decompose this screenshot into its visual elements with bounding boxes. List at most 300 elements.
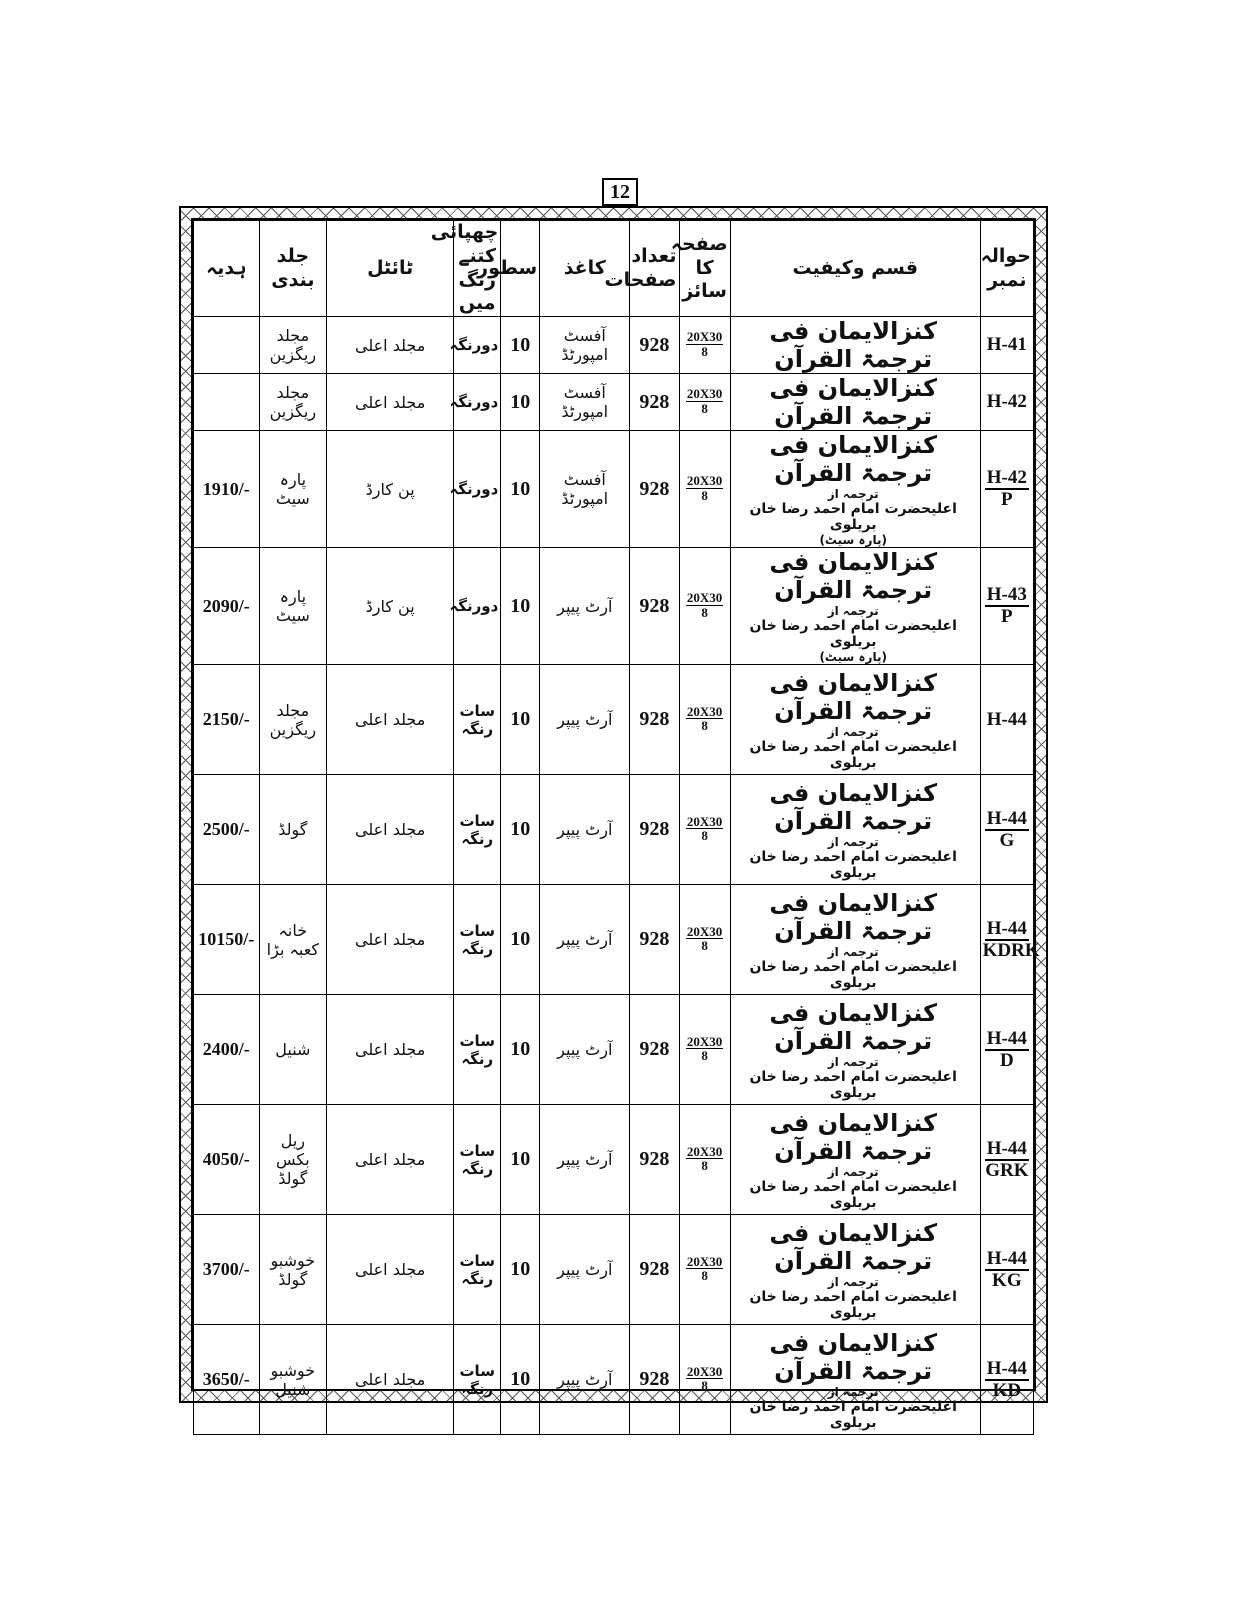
- binding-cell: [259, 1215, 327, 1325]
- ref-number: [983, 1248, 1031, 1291]
- ref-number: [983, 467, 1031, 510]
- binding-value: شنیل: [275, 1040, 311, 1059]
- paper-value: آفسٹ امپورٹڈ: [561, 326, 609, 364]
- size-bottom: 8: [701, 400, 708, 416]
- header-size: صفحہ کا سائز: [679, 221, 730, 317]
- colors-value: دورنگہ: [449, 480, 499, 498]
- paper-value: آفسٹ امپورٹڈ: [561, 383, 609, 421]
- paper-cell: [540, 1105, 630, 1215]
- binding-value: ریل بکس گولڈ: [276, 1131, 310, 1188]
- catalog-table: [193, 220, 1040, 1435]
- description-title: کنزالایمان فی ترجمۃ القرآن: [769, 1328, 938, 1385]
- lines-value: 10: [510, 477, 531, 500]
- size-bottom: 8: [701, 1048, 708, 1064]
- colors-cell: [454, 1325, 501, 1435]
- paper-cell: [540, 317, 630, 374]
- description-note: (پارہ سیٹ): [819, 650, 887, 664]
- size-top: 20X30: [686, 1033, 723, 1049]
- pages-value: 928: [639, 390, 670, 413]
- description-translator-label: ترجمہ از: [827, 944, 879, 959]
- description-title: کنزالایمان فی ترجمۃ القرآن: [769, 317, 938, 373]
- ref-bottom: KD: [992, 1379, 1022, 1401]
- lines-value: 10: [510, 818, 531, 840]
- table-row-10: [194, 1215, 1034, 1325]
- table-row-3: [194, 431, 1034, 548]
- pages-value: 928: [639, 1148, 670, 1170]
- title-value: مجلد اعلی: [355, 1370, 426, 1389]
- pages-value: 928: [639, 928, 670, 950]
- description-author: اعلیحضرت امام احمد رضا خان بریلوی: [749, 1178, 957, 1211]
- price-cell: [194, 775, 260, 885]
- description-translator-label: ترجمہ از: [827, 1054, 879, 1069]
- lines-cell: [501, 548, 540, 665]
- paper-value: آرٹ پیپر: [557, 820, 613, 839]
- price-cell: [194, 1215, 260, 1325]
- paper-value: آرٹ پیپر: [557, 596, 613, 616]
- title-cell: [327, 885, 454, 995]
- ref-top: H-44: [986, 917, 1027, 939]
- colors-value: دورنگہ: [449, 336, 499, 354]
- size-cell: [679, 995, 730, 1105]
- description-author: اعلیحضرت امام احمد رضا خان بریلوی: [749, 1068, 957, 1101]
- description-translator-label: ترجمہ از: [827, 724, 879, 739]
- ref-cell: [980, 665, 1033, 775]
- description-cell: [730, 374, 980, 431]
- size-fraction: [686, 1255, 723, 1283]
- title-value: مجلد اعلی: [355, 1150, 426, 1169]
- price-cell: [194, 374, 260, 431]
- ref-number: [983, 1138, 1031, 1181]
- title-cell: [327, 317, 454, 374]
- size-fraction: [686, 330, 723, 358]
- binding-cell: [259, 995, 327, 1105]
- binding-value: خانہ کعبہ بڑا: [266, 920, 320, 959]
- description-title: کنزالایمان فی ترجمۃ القرآن: [769, 1108, 938, 1165]
- page-number: 12: [602, 178, 638, 206]
- pages-cell: [630, 775, 679, 885]
- title-cell: [327, 548, 454, 665]
- description-cell: [730, 665, 980, 775]
- pages-value: 928: [639, 1038, 670, 1060]
- colors-cell: [454, 775, 501, 885]
- title-cell: [327, 1105, 454, 1215]
- pages-cell: [630, 431, 679, 548]
- lines-cell: [501, 885, 540, 995]
- header-lines: سطور: [501, 221, 540, 317]
- binding-cell: [259, 1105, 327, 1215]
- pages-value: 928: [639, 818, 670, 840]
- description-title: کنزالایمان فی ترجمۃ القرآن: [769, 374, 938, 430]
- table-body: [194, 317, 1040, 1435]
- pages-value: 928: [639, 477, 670, 500]
- description-author: اعلیحضرت امام احمد رضا خان بریلوی: [749, 738, 957, 771]
- table-row-7: [194, 885, 1034, 995]
- ref-number: [987, 709, 1027, 730]
- size-fraction: [686, 474, 723, 502]
- price-cell: [194, 885, 260, 995]
- description-author: اعلیحضرت امام احمد رضا خان بریلوی: [749, 848, 957, 881]
- price-value: 3700/-: [202, 1259, 250, 1279]
- description-cell: [730, 995, 980, 1105]
- size-top: 20X30: [686, 1253, 723, 1269]
- lines-cell: [501, 374, 540, 431]
- size-cell: [679, 317, 730, 374]
- decorative-border-frame: [179, 206, 1048, 1431]
- title-value: مجلد اعلی: [355, 1260, 426, 1279]
- colors-cell: [454, 1215, 501, 1325]
- ref-bottom: P: [1001, 489, 1013, 510]
- title-value: مجلد اعلی: [355, 710, 426, 729]
- description-translator-label: ترجمہ از: [827, 1164, 879, 1179]
- header-price: ہدیہ: [194, 221, 260, 317]
- price-value: 2090/-: [202, 595, 250, 616]
- description-title: کنزالایمان فی ترجمۃ القرآن: [769, 888, 938, 945]
- pages-cell: [630, 1215, 679, 1325]
- price-value: 4050/-: [202, 1149, 250, 1169]
- size-bottom: 8: [701, 1158, 708, 1174]
- colors-value: سات رنگہ: [459, 1031, 495, 1068]
- title-cell: [327, 995, 454, 1105]
- binding-value: مجلد ریگزین: [269, 700, 317, 739]
- size-cell: [679, 548, 730, 665]
- title-cell: [327, 775, 454, 885]
- price-value: 2400/-: [202, 1039, 250, 1059]
- ref-top: H-42: [986, 391, 1027, 413]
- description-author: اعلیحضرت امام احمد رضا خان بریلوی: [749, 618, 957, 650]
- paper-value: آرٹ پیپر: [557, 930, 613, 949]
- ref-cell: [980, 1215, 1033, 1325]
- price-value: 10150/-: [198, 929, 255, 949]
- description-title: کنزالایمان فی ترجمۃ القرآن: [769, 998, 938, 1055]
- colors-value: سات رنگہ: [459, 1141, 495, 1178]
- ref-number: [987, 391, 1027, 412]
- pages-value: 928: [639, 708, 670, 730]
- header-pages: تعداد صفحات: [630, 221, 679, 317]
- paper-cell: [540, 548, 630, 665]
- size-top: 20X30: [686, 1363, 723, 1379]
- pages-cell: [630, 548, 679, 665]
- size-bottom: 8: [701, 1268, 708, 1284]
- table-row-11: [194, 1325, 1034, 1435]
- size-bottom: 8: [701, 1378, 708, 1394]
- ref-bottom: P: [1001, 606, 1013, 627]
- paper-cell: [540, 665, 630, 775]
- binding-cell: [259, 374, 327, 431]
- paper-value: آرٹ پیپر: [557, 710, 613, 729]
- pages-value: 928: [639, 333, 670, 356]
- ref-bottom: G: [999, 829, 1015, 851]
- title-value: مجلد اعلی: [355, 930, 426, 949]
- price-cell: [194, 431, 260, 548]
- paper-cell: [540, 885, 630, 995]
- size-bottom: 8: [701, 938, 708, 954]
- lines-cell: [501, 317, 540, 374]
- description-translator-label: ترجمہ از: [827, 604, 879, 618]
- ref-cell: [980, 317, 1033, 374]
- size-top: 20X30: [686, 590, 723, 606]
- description-cell: [730, 431, 980, 548]
- table-row-8: [194, 995, 1034, 1105]
- size-cell: [679, 665, 730, 775]
- description-cell: [730, 885, 980, 995]
- colors-value: سات رنگہ: [459, 811, 495, 848]
- table-row-2: [194, 374, 1034, 431]
- colors-cell: [449, 317, 501, 374]
- paper-value: آرٹ پیپر: [557, 1150, 613, 1169]
- lines-value: 10: [510, 390, 531, 413]
- description-author: اعلیحضرت امام احمد رضا خان بریلوی: [749, 1398, 957, 1431]
- price-value: 2500/-: [202, 819, 250, 839]
- ref-bottom: KG: [992, 1269, 1022, 1291]
- binding-cell: [259, 665, 327, 775]
- description-translator-label: ترجمہ از: [827, 834, 879, 849]
- paper-value: آرٹ پیپر: [557, 1260, 613, 1279]
- ref-cell: [980, 1325, 1033, 1435]
- paper-cell: [540, 995, 630, 1105]
- ref-cell: [980, 374, 1033, 431]
- description-author: اعلیحضرت امام احمد رضا خان بریلوی: [749, 1288, 957, 1321]
- ref-top: H-44: [986, 708, 1027, 730]
- ref-number: [983, 1028, 1031, 1071]
- ref-top: H-41: [986, 334, 1027, 356]
- paper-cell: [540, 374, 630, 431]
- colors-value: سات رنگہ: [459, 1361, 495, 1398]
- price-cell: [194, 665, 260, 775]
- colors-value: سات رنگہ: [459, 921, 495, 958]
- binding-value: پارہ سیٹ: [275, 587, 310, 625]
- binding-cell: [259, 317, 327, 374]
- title-value: مجلد اعلی: [355, 1040, 426, 1059]
- description-title: کنزالایمان فی ترجمۃ القرآن: [769, 778, 938, 835]
- colors-cell: [449, 431, 501, 548]
- table-row-4: [194, 548, 1034, 665]
- colors-cell: [454, 995, 501, 1105]
- size-fraction: [686, 705, 723, 733]
- header-paper: کاغذ: [540, 221, 630, 317]
- binding-cell: [259, 885, 327, 995]
- table-row-1: [194, 317, 1034, 374]
- pages-cell: [630, 665, 679, 775]
- table-container: [191, 218, 1040, 1431]
- price-cell: [194, 1325, 260, 1435]
- description-author: اعلیحضرت امام احمد رضا خان بریلوی: [749, 501, 957, 533]
- ref-number: [982, 917, 1040, 961]
- price-cell: [194, 995, 260, 1105]
- size-top: 20X30: [686, 386, 723, 402]
- paper-cell: [540, 431, 630, 548]
- size-cell: [679, 431, 730, 548]
- lines-value: 10: [510, 1368, 531, 1390]
- binding-value: گولڈ: [278, 820, 308, 839]
- price-cell: [194, 548, 260, 665]
- size-bottom: 8: [701, 343, 708, 359]
- pages-cell: [630, 1105, 679, 1215]
- price-value: 1910/-: [202, 478, 250, 499]
- lines-cell: [501, 775, 540, 885]
- size-bottom: 8: [701, 487, 708, 503]
- size-fraction: [686, 925, 723, 953]
- ref-top: H-44: [986, 807, 1027, 829]
- description-translator-label: ترجمہ از: [827, 1384, 879, 1399]
- size-bottom: 8: [701, 604, 708, 620]
- ref-bottom: D: [999, 1049, 1014, 1071]
- lines-value: 10: [510, 1258, 531, 1280]
- ref-cell: [980, 431, 1033, 548]
- description-title: کنزالایمان فی ترجمۃ القرآن: [769, 548, 938, 604]
- description-cell: [730, 1105, 980, 1215]
- lines-value: 10: [510, 333, 531, 356]
- lines-cell: [501, 1215, 540, 1325]
- header-row: [194, 221, 1034, 317]
- colors-value: سات رنگہ: [459, 701, 495, 738]
- lines-cell: [501, 1325, 540, 1435]
- header-ref: حوالہ نمبر: [980, 221, 1033, 317]
- title-cell: [327, 1215, 454, 1325]
- price-cell: [194, 317, 260, 374]
- lines-cell: [501, 1105, 540, 1215]
- lines-cell: [501, 665, 540, 775]
- size-cell: [679, 775, 730, 885]
- ref-top: H-42: [986, 467, 1027, 489]
- title-value: پن کارڈ: [365, 596, 415, 616]
- description-title: کنزالایمان فی ترجمۃ القرآن: [769, 668, 938, 725]
- header-description: قسم وکیفیت: [730, 221, 980, 317]
- ref-number: [987, 334, 1027, 355]
- lines-value: 10: [510, 1148, 531, 1170]
- size-cell: [679, 1105, 730, 1215]
- paper-cell: [540, 1215, 630, 1325]
- ref-top: H-44: [986, 1137, 1027, 1159]
- lines-cell: [501, 995, 540, 1105]
- colors-cell: [454, 665, 501, 775]
- description-title: کنزالایمان فی ترجمۃ القرآن: [769, 1218, 938, 1275]
- size-top: 20X30: [686, 813, 723, 829]
- paper-cell: [540, 775, 630, 885]
- title-value: پن کارڈ: [365, 479, 415, 499]
- size-cell: [679, 885, 730, 995]
- size-cell: [679, 1325, 730, 1435]
- size-fraction: [686, 591, 723, 619]
- pages-cell: [630, 374, 679, 431]
- title-cell: [327, 1325, 454, 1435]
- ref-cell: [980, 995, 1033, 1105]
- ref-number: [983, 1358, 1031, 1401]
- title-value: مجلد اعلی: [355, 820, 426, 839]
- ref-cell: [980, 1105, 1033, 1215]
- ref-bottom: GRK: [985, 1159, 1029, 1181]
- header-binding: جلد بندی: [259, 221, 327, 317]
- size-fraction: [686, 815, 723, 843]
- description-cell: [730, 775, 980, 885]
- description-cell: [730, 1215, 980, 1325]
- ref-cell: [980, 885, 1040, 995]
- table-row-6: [194, 775, 1034, 885]
- pages-value: 928: [639, 594, 670, 617]
- pages-value: 928: [639, 1258, 670, 1280]
- colors-cell: [454, 1105, 501, 1215]
- binding-cell: [259, 775, 327, 885]
- description-cell: [730, 1325, 980, 1435]
- size-fraction: [686, 1145, 723, 1173]
- colors-cell: [449, 548, 501, 665]
- ref-bottom: KDRK: [982, 939, 1040, 961]
- binding-value: خوشبو شنیل: [270, 1360, 316, 1399]
- ref-number: [983, 808, 1031, 851]
- description-author: اعلیحضرت امام احمد رضا خان بریلوی: [749, 958, 957, 991]
- table-row-5: [194, 665, 1034, 775]
- price-value: 2150/-: [202, 709, 250, 729]
- colors-value: دورنگہ: [449, 597, 499, 615]
- lines-value: 10: [510, 928, 531, 950]
- colors-value: دورنگہ: [449, 393, 499, 411]
- size-bottom: 8: [701, 718, 708, 734]
- size-cell: [679, 374, 730, 431]
- binding-value: مجلد ریگزین: [269, 326, 317, 364]
- ref-cell: [980, 775, 1033, 885]
- paper-value: آفسٹ امپورٹڈ: [561, 470, 609, 508]
- description-note: (پارہ سیٹ): [819, 533, 887, 547]
- description-translator-label: ترجمہ از: [827, 487, 879, 501]
- binding-cell: [259, 548, 327, 665]
- lines-cell: [501, 431, 540, 548]
- description-cell: [730, 548, 980, 665]
- size-fraction: [686, 1035, 723, 1063]
- title-value: مجلد اعلی: [355, 392, 426, 412]
- ref-cell: [980, 548, 1033, 665]
- pages-cell: [630, 995, 679, 1105]
- description-title: کنزالایمان فی ترجمۃ القرآن: [769, 431, 938, 487]
- binding-value: خوشبو گولڈ: [270, 1250, 316, 1289]
- size-fraction: [686, 387, 723, 415]
- size-cell: [679, 1215, 730, 1325]
- description-cell: [730, 317, 980, 374]
- header-title: ٹائٹل: [327, 221, 454, 317]
- pages-value: 928: [639, 1368, 670, 1390]
- ref-top: H-44: [986, 1027, 1027, 1049]
- pages-cell: [630, 1325, 679, 1435]
- colors-cell: [449, 374, 501, 431]
- size-top: 20X30: [686, 473, 723, 489]
- lines-value: 10: [510, 708, 531, 730]
- table-row-9: [194, 1105, 1034, 1215]
- title-cell: [327, 665, 454, 775]
- ref-top: H-44: [986, 1247, 1027, 1269]
- lines-value: 10: [510, 1038, 531, 1060]
- paper-value: آرٹ پیپر: [557, 1040, 613, 1059]
- binding-cell: [259, 1325, 327, 1435]
- title-cell: [327, 374, 454, 431]
- binding-cell: [259, 431, 327, 548]
- lines-value: 10: [510, 594, 531, 617]
- binding-value: پارہ سیٹ: [275, 470, 310, 508]
- paper-value: آرٹ پیپر: [557, 1370, 613, 1389]
- price-value: 3650/-: [202, 1369, 250, 1389]
- size-top: 20X30: [686, 923, 723, 939]
- ref-number: [983, 584, 1031, 627]
- ref-top: H-43: [986, 584, 1027, 606]
- title-cell: [327, 431, 454, 548]
- pages-cell: [630, 885, 679, 995]
- size-bottom: 8: [701, 828, 708, 844]
- pages-cell: [630, 317, 679, 374]
- paper-cell: [540, 1325, 630, 1435]
- size-top: 20X30: [686, 329, 723, 345]
- header-colors: چھپائی کتنے رنگ میں: [454, 221, 501, 317]
- description-translator-label: ترجمہ از: [827, 1274, 879, 1289]
- binding-value: مجلد ریگزین: [269, 383, 317, 421]
- ref-top: H-44: [986, 1357, 1027, 1379]
- colors-cell: [454, 885, 501, 995]
